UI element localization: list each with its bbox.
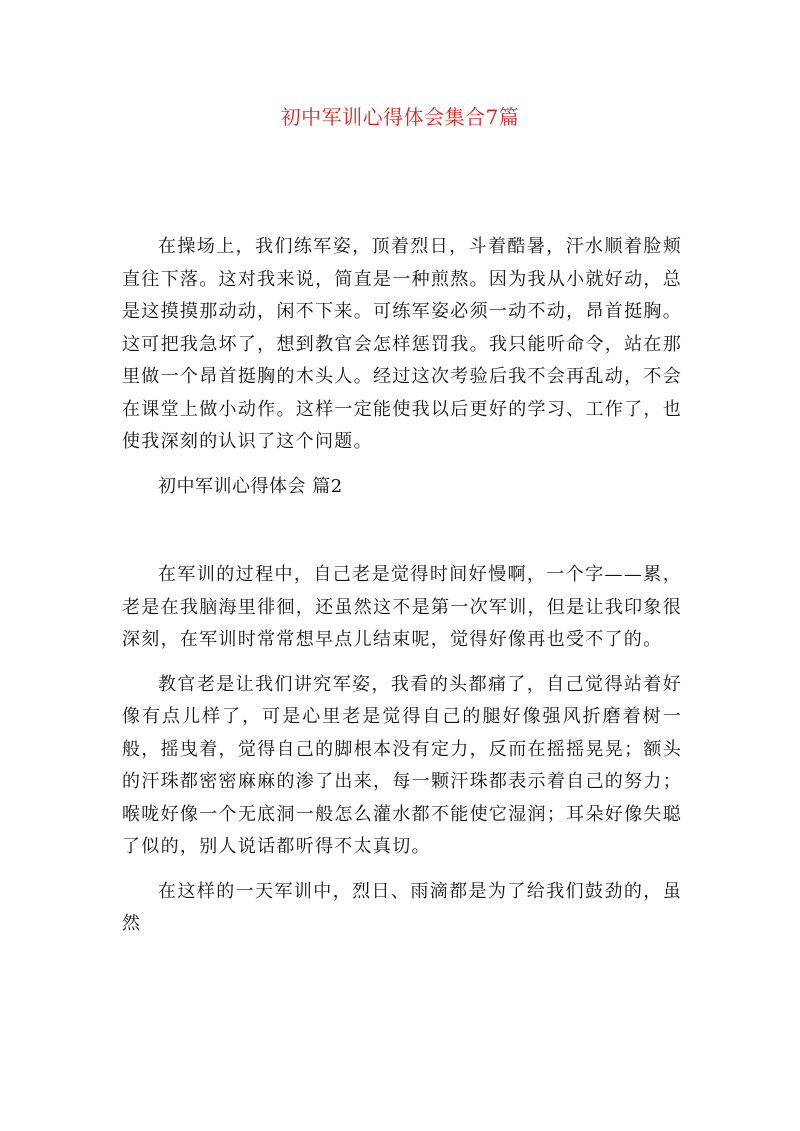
paragraph-4: 在这样的一天军训中，烈日、雨滴都是为了给我们鼓劲的，虽然 (122, 880, 682, 934)
section-heading-2: 初中军训心得体会 篇2 (158, 475, 343, 497)
paragraph-2: 在军训的过程中，自己老是觉得时间好慢啊，一个字——累，老是在我脑海里徘徊，还虽然这不是第一次军训，但是让我印象很深刻，在军训时常常想早点儿结束呢，觉得好像再也受不了的。 (122, 564, 682, 650)
document-body (122, 231, 682, 953)
paragraph-3: 教官老是让我们讲究军姿，我看的头都痛了，自己觉得站着好像有点儿样了，可是心里老是觉得自己的腿好像强风折磨着树一般，摇曳着，觉得自己的脚根本没有定力，反而在摇摇晃晃；额头的汗珠都密密麻麻的渗了出来，每一颗汗珠都表示着自己的努力；喉咙好像一个无底洞一般怎么灌水都不能使它湿润；耳朵好像失聪了似的，别人说话都听得不太真切。 (122, 673, 682, 857)
paragraph-1: 在操场上，我们练军姿，顶着烈日，斗着酷暑，汗水顺着脸颊直往下落。这对我来说，简直是一种煎熬。因为我从小就好动，总是这摸摸那动动，闲不下来。可练军姿必须一动不动，昂首挺胸。这可把我急坏了，想到教官会怎样惩罚我。我只能听命令，站在那里做一个昂首挺胸的木头人。经过这次考验后我不会再乱动，不会在课堂上做小动作。这样一定能使我以后更好的学习、工作了，也使我深刻的认识了这个问题。 (122, 236, 682, 452)
document-title: 初中军训心得体会集合7篇 (280, 105, 520, 129)
